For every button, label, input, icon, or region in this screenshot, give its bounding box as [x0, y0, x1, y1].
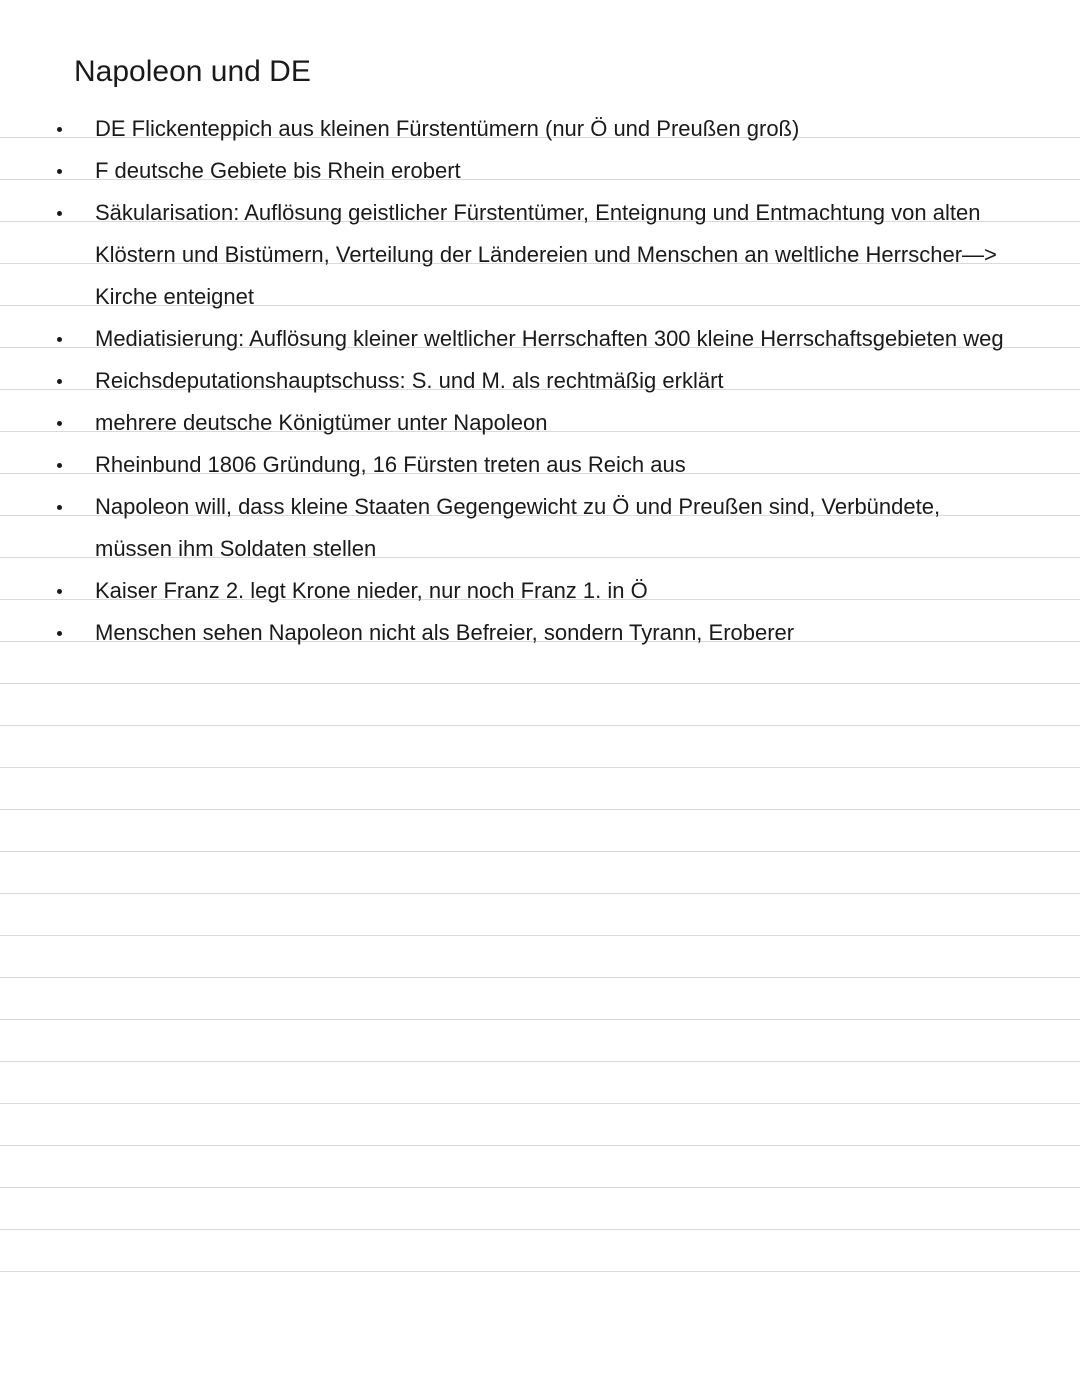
- list-item: [0, 570, 1080, 612]
- list-item-text: Rheinbund 1806 Gründung, 16 Fürsten treten aus Reich aus: [95, 452, 686, 477]
- bullet-icon: [57, 379, 62, 384]
- bullet-icon: [57, 463, 62, 468]
- bullet-icon: [57, 169, 62, 174]
- list-item: [0, 486, 1080, 570]
- list-item-text: F deutsche Gebiete bis Rhein erobert: [95, 158, 461, 183]
- bullet-icon: [57, 505, 62, 510]
- bullet-icon: [57, 631, 62, 636]
- list-item-text: DE Flickenteppich aus kleinen Fürstentümern (nur Ö und Preußen groß): [95, 116, 800, 141]
- bullet-icon: [57, 127, 62, 132]
- page-title: Napoleon und DE: [74, 55, 311, 88]
- list-item: [0, 612, 1080, 654]
- list-item-text: Reichsdeputationshauptschuss: S. und M. als rechtmäßig erklärt: [95, 368, 724, 393]
- list-item-text: mehrere deutsche Königtümer unter Napoleon: [95, 410, 548, 435]
- list-item: [0, 192, 1080, 318]
- list-item: [0, 150, 1080, 192]
- list-item-text: Menschen sehen Napoleon nicht als Befreier, sondern Tyrann, Eroberer: [95, 620, 795, 645]
- list-item: [0, 318, 1080, 360]
- list-item-text: Napoleon will, dass kleine Staaten Gegengewicht zu Ö und Preußen sind, Verbündete, müssen ihm Soldaten stellen: [95, 494, 941, 561]
- list-item: [0, 402, 1080, 444]
- bullet-icon: [57, 337, 62, 342]
- page-bottom-margin: [0, 1276, 1080, 1394]
- list-item-text: Mediatisierung: Auflösung kleiner weltlicher Herrschaften 300 kleine Herrschaftsgebieten weg: [95, 326, 1004, 351]
- bullet-icon: [57, 421, 62, 426]
- bullet-list: [0, 108, 1080, 654]
- bullet-icon: [57, 589, 62, 594]
- list-item-text: Kaiser Franz 2. legt Krone nieder, nur noch Franz 1. in Ö: [95, 578, 648, 603]
- list-item: [0, 108, 1080, 150]
- bullet-icon: [57, 211, 62, 216]
- list-item: [0, 360, 1080, 402]
- list-item: [0, 444, 1080, 486]
- list-item-text: Säkularisation: Auflösung geistlicher Fürstentümer, Enteignung und Entmachtung von alten Klöstern und Bistümern, Verteilung der Ländereien und Menschen an weltliche Herrscher—> Kirche enteignet: [95, 200, 997, 309]
